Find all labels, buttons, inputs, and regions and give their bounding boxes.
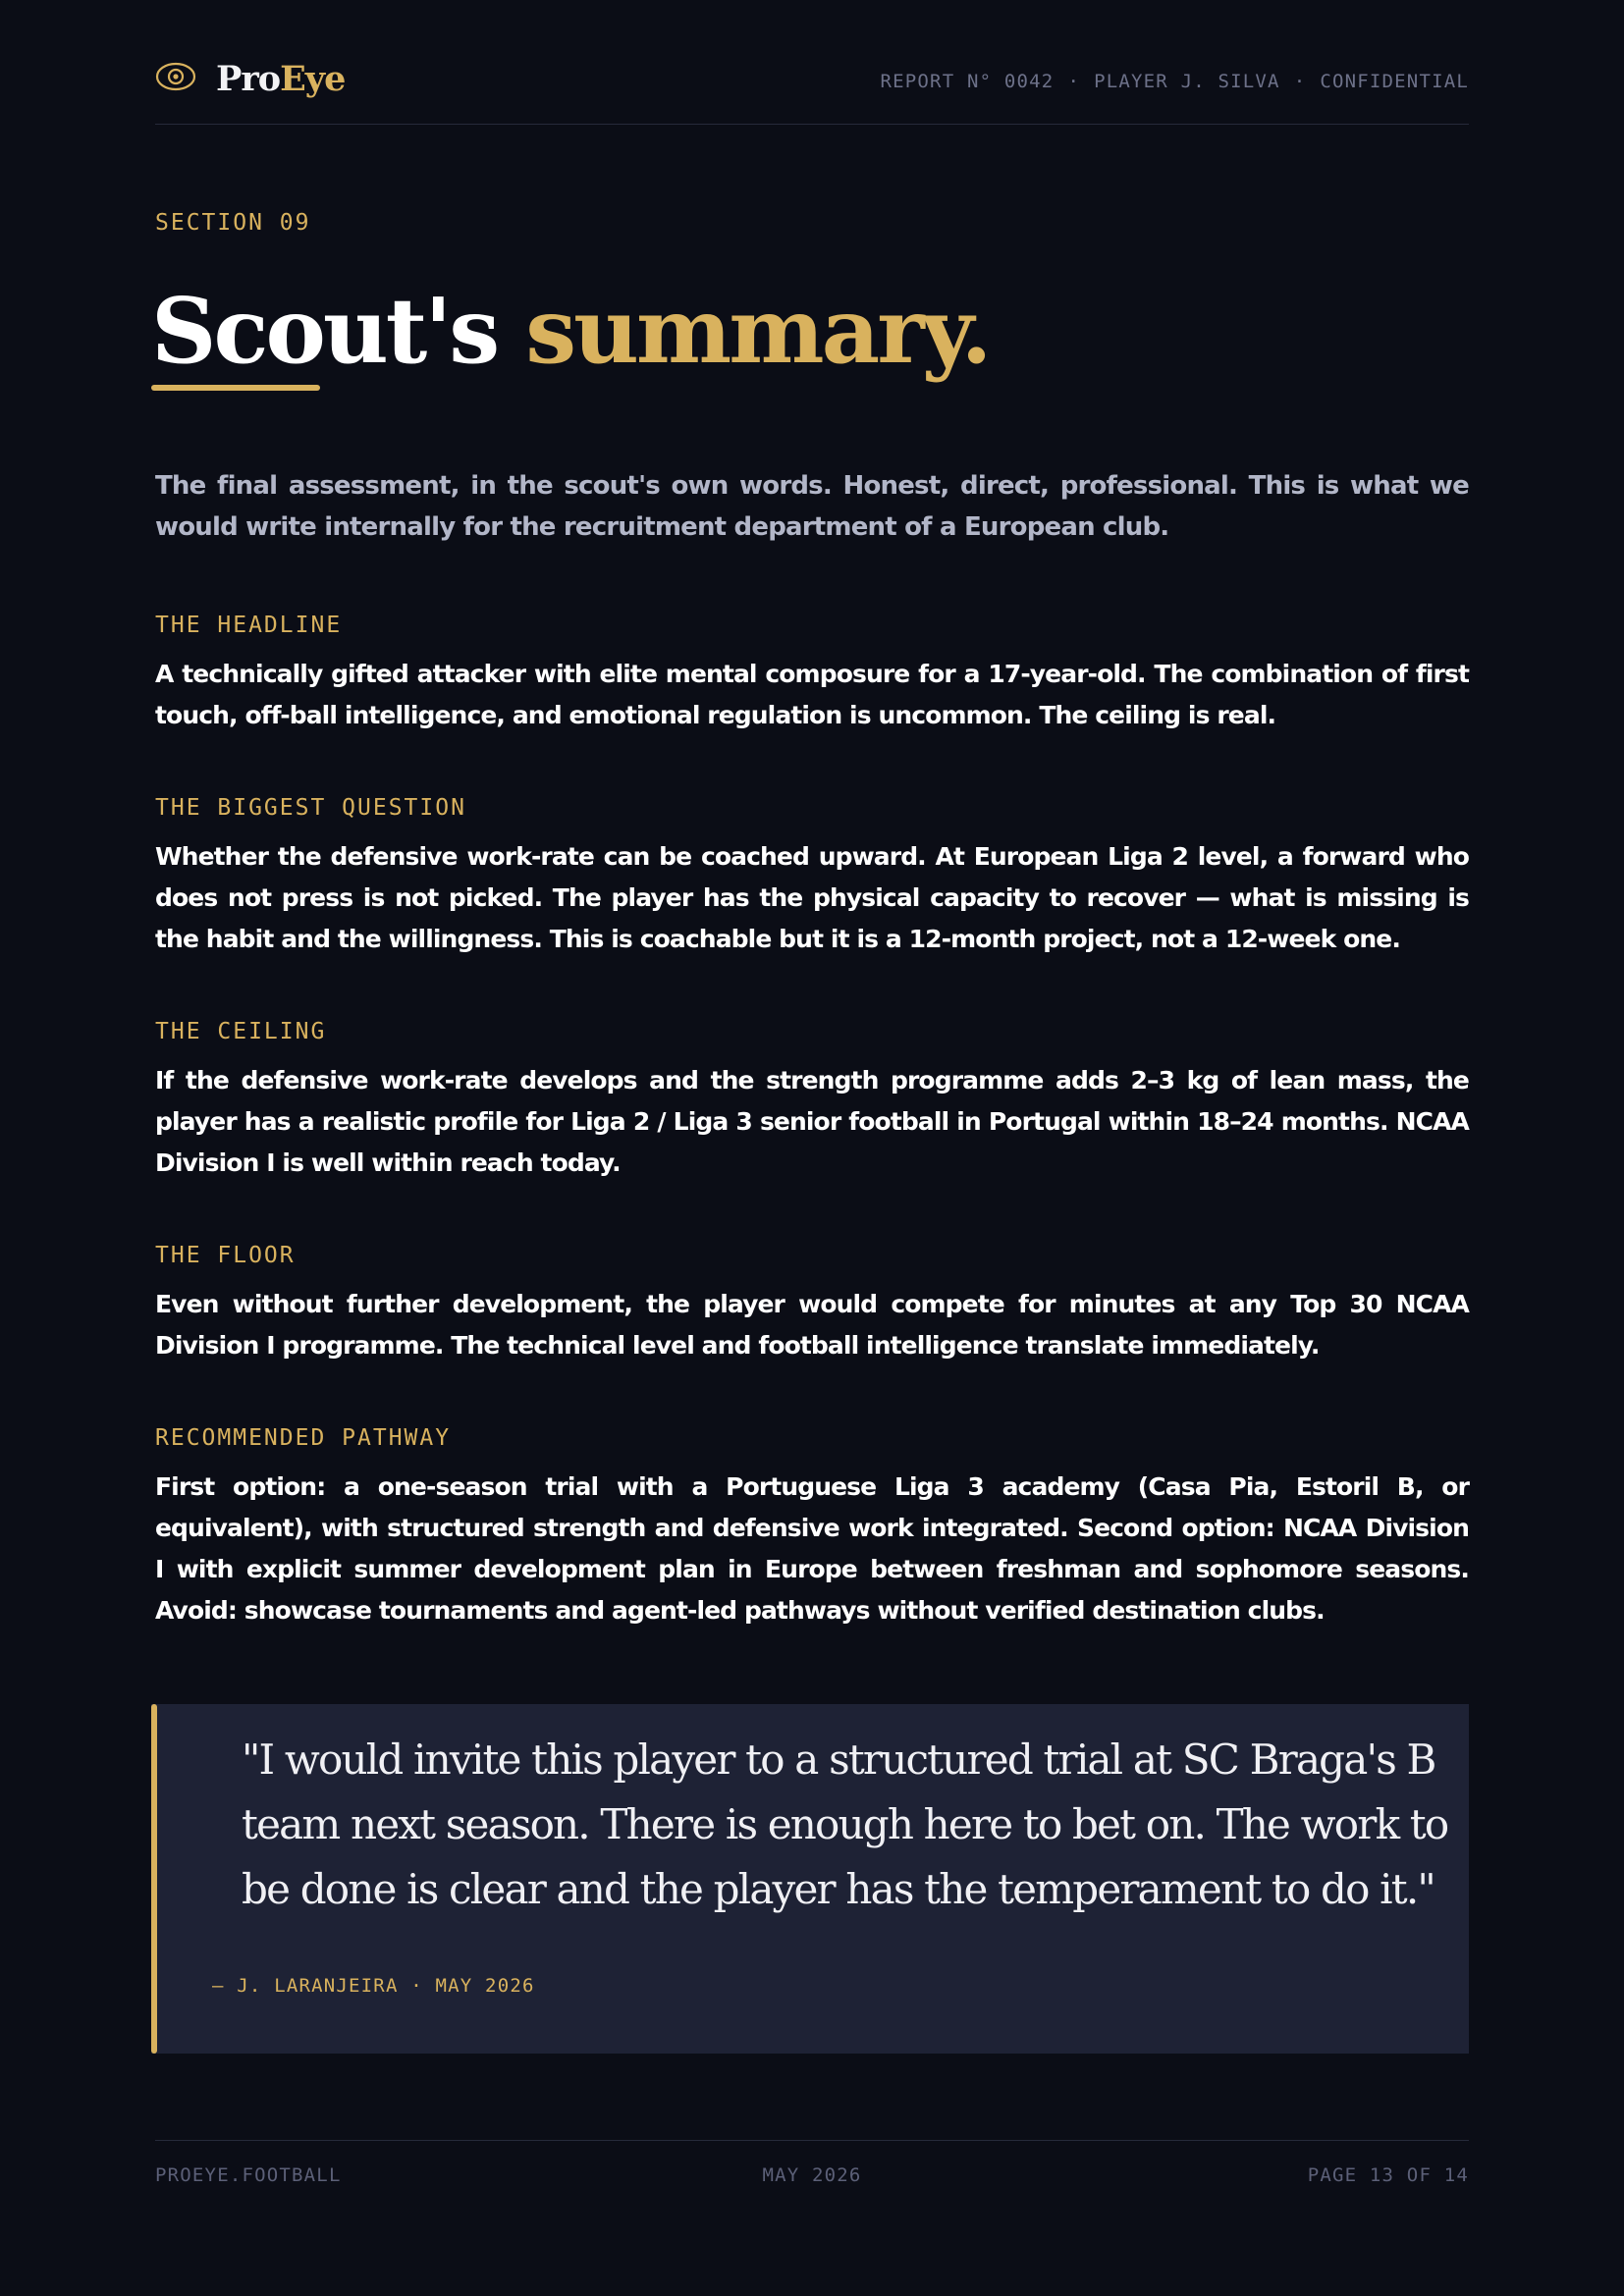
block-body: First option: a one-season trial with a Portuguese Liga 3 academy (Casa Pia, Estoril B, or equivalent), with structured strength and defensive work integrated. Second option: NCAA Division I with explicit summer development plan in Europe between freshman and sophomore seasons. Avoid: showcase tournaments and agent-led pathways without verified destination clubs. [155, 1472, 1469, 1625]
footer-page-number: PAGE 13 OF 14 [1307, 2164, 1469, 2186]
block-heading: THE FLOOR [155, 1243, 296, 1268]
block-recommended-pathway [155, 1425, 1469, 1631]
report-number: REPORT N° 0042 [880, 71, 1055, 92]
brand-name-eye: Eye [280, 58, 346, 99]
page-title-gold: summary. [525, 278, 990, 384]
scout-quote [151, 1704, 1469, 2054]
footer-site: PROEYE.FOOTBALL [155, 2164, 342, 2186]
block-heading: THE CEILING [155, 1019, 327, 1044]
eye-icon [155, 61, 196, 96]
quote-attribution: — J. LARANJEIRA · MAY 2026 [212, 1975, 535, 1997]
report-header [155, 57, 1469, 125]
block-body: Whether the defensive work-rate can be coached upward. At European Liga 2 level, a forward who does not press is not picked. The player has the physical capacity to recover — what is missing is the habit and the willingness. This is coachable but it is a 12-month project, not a 12-week one. [155, 842, 1469, 953]
block-heading: RECOMMENDED PATHWAY [155, 1425, 452, 1451]
footer-date: MAY 2026 [762, 2164, 862, 2186]
block-heading: THE HEADLINE [155, 613, 343, 638]
section-intro: The final assessment, in the scout's own words. Honest, direct, professional. This is what we would write internally for the recruitment department of a European club. [155, 471, 1469, 542]
player-name: PLAYER J. SILVA [1094, 71, 1280, 92]
section-label: SECTION 09 [155, 210, 311, 236]
quote-accent-bar [151, 1704, 157, 2054]
block-body: A technically gifted attacker with elite mental composure for a 17-year-old. The combination of first touch, off-ball intelligence, and emotional regulation is uncommon. The ceiling is real. [155, 660, 1469, 729]
meta-separator: · [1067, 71, 1081, 92]
block-ceiling [155, 1019, 1469, 1184]
report-footer [155, 2140, 1469, 2210]
confidential-label: CONFIDENTIAL [1320, 71, 1469, 92]
block-floor [155, 1243, 1469, 1366]
quote-text: "I would invite this player to a structured trial at SC Braga's B team next season. There is enough here to bet on. The work to be done is clear and the player has the temperament to do it." [242, 1735, 1448, 1913]
report-meta [881, 71, 1470, 92]
meta-separator: · [1293, 71, 1307, 92]
brand-logo [155, 58, 346, 99]
block-headline [155, 613, 1469, 736]
brand-name [216, 58, 346, 99]
block-body: Even without further development, the player would compete for minutes at any Top 30 NCAA Division I programme. The technical level and football intelligence translate immediately. [155, 1290, 1469, 1360]
title-underline [151, 385, 320, 391]
brand-name-pro: Pro [216, 58, 281, 99]
block-body: If the defensive work-rate develops and the strength programme adds 2–3 kg of lean mass, the player has a realistic profile for Liga 2 / Liga 3 senior football in Portugal within 18–24 months. NCAA Division I is well within reach today. [155, 1066, 1469, 1177]
block-heading: THE BIGGEST QUESTION [155, 795, 466, 821]
report-page [151, 0, 1469, 2296]
page-title-white: Scout's [151, 278, 498, 384]
block-biggest-question [155, 795, 1469, 960]
page-title [151, 267, 990, 395]
